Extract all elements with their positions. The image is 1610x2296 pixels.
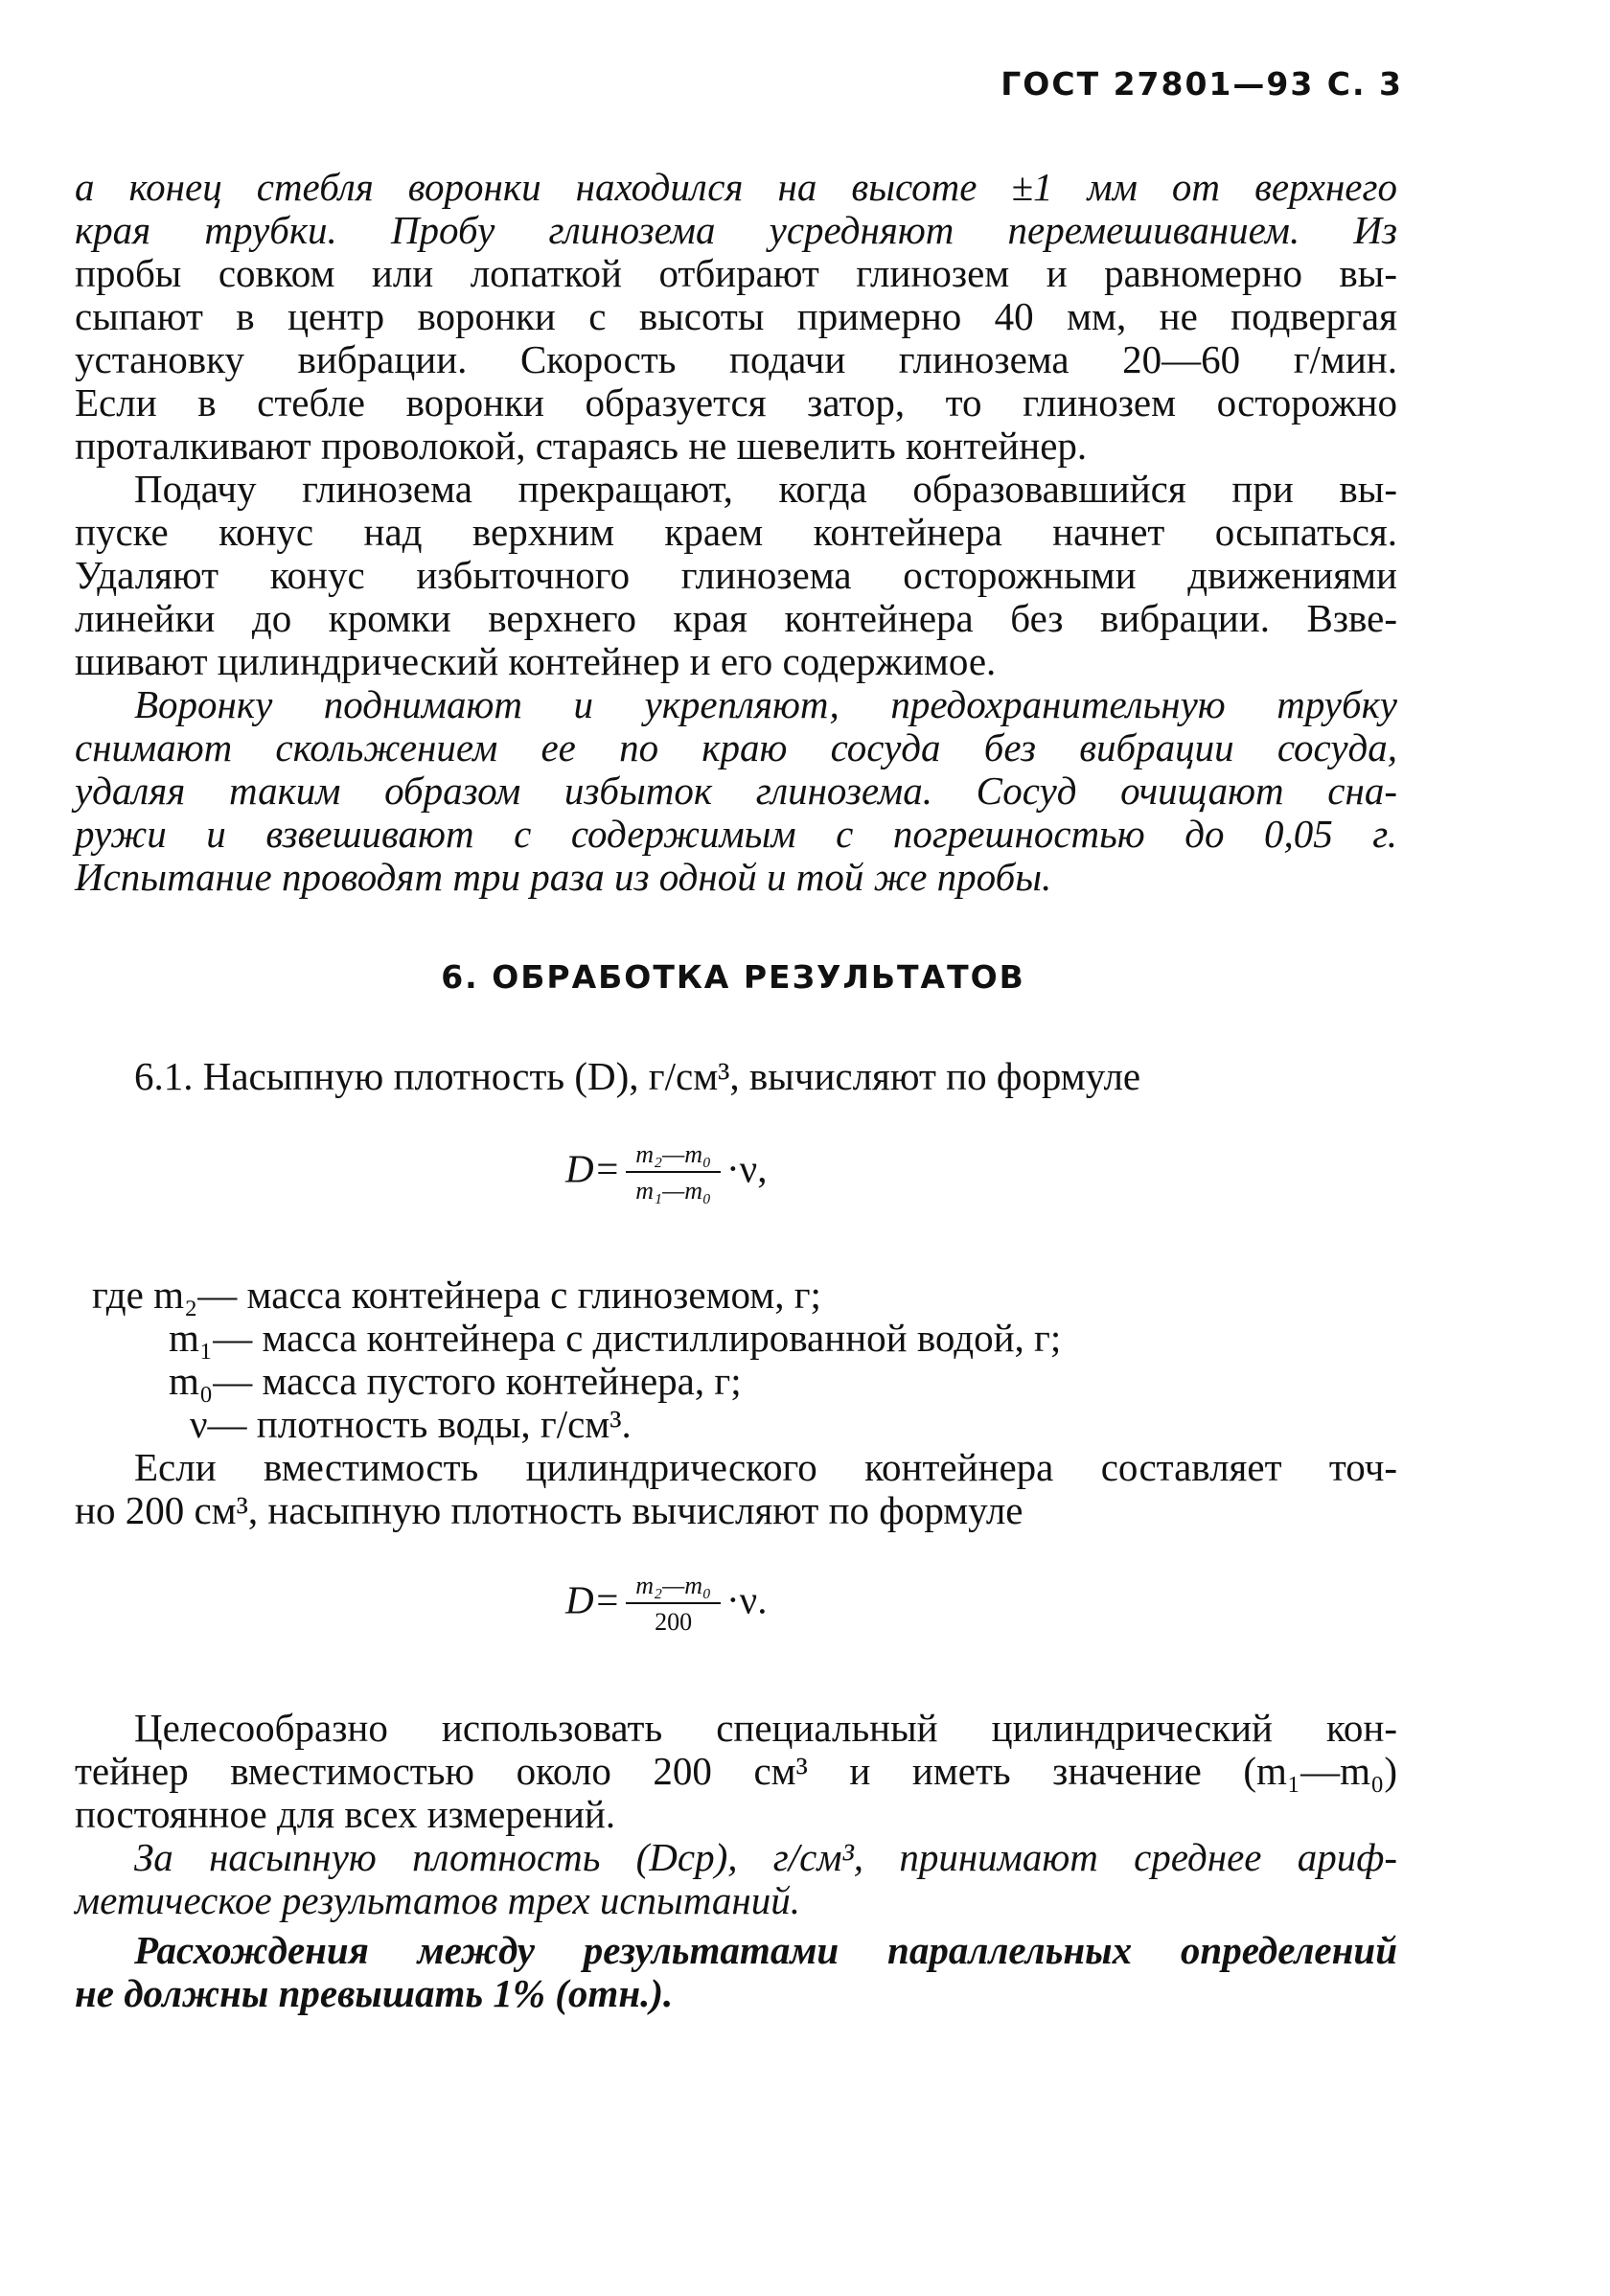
formula-fraction (626, 1140, 721, 1205)
text-line: шивают цилиндрический контейнер и его содержимое. (75, 639, 997, 683)
formula-lhs: D= (565, 1577, 621, 1622)
text-line: Расхождения между результатами параллельных определений (134, 1928, 1397, 1972)
definition-symbol: ν (190, 1402, 208, 1446)
text-line: Целесообразно использовать специальный цилиндрический кон- (134, 1706, 1397, 1750)
clause-6-1: 6.1. Насыпную плотность (D), г/см³, вычисляют по формуле (134, 1054, 1141, 1098)
formula-fraction (626, 1572, 721, 1637)
text-line: Если вместимость цилиндрического контейнера составляет точ- (134, 1445, 1397, 1489)
text-line: установку вибрации. Скорость подачи глинозема 20—60 г/мин. (75, 337, 1397, 381)
definition-symbol: где m₂ (92, 1273, 198, 1317)
definition-text: — масса пустого контейнера, г; (213, 1359, 742, 1403)
text-line: удаляя таким образом избыток глинозема. Сосуд очищают сна- (75, 769, 1397, 813)
text-line: постоянное для всех измерений. (75, 1792, 616, 1836)
text-line: метическое результатов трех испытаний. (75, 1878, 801, 1922)
text-line: За насыпную плотность (Dср), г/см³, принимают среднее ариф- (134, 1835, 1397, 1879)
formula-denominator: m₁—m₀ (635, 1177, 712, 1205)
page-header: ГОСТ 27801—93 С. 3 (1000, 65, 1403, 103)
definition-row (190, 1402, 632, 1446)
text-line: сыпают в центр воронки с высоты примерно 40 мм, не подвергая (75, 294, 1397, 338)
definition-text: — масса контейнера с глиноземом, г; (197, 1273, 821, 1317)
text-line: пробы совком или лопаткой отбирают глинозем и равномерно вы- (75, 251, 1397, 295)
text-line: тейнер вместимостью около 200 см³ и иметь значение (m₁—m₀) (75, 1749, 1397, 1793)
formula-numerator: m₂—m₀ (626, 1572, 721, 1604)
formula-lhs: D= (565, 1146, 621, 1191)
text-line: Если в стебле воронки образуется затор, то глинозем осторожно (75, 380, 1397, 425)
text-line: ружи и взвешивают с содержимым с погрешностью до 0,05 г. (75, 812, 1397, 856)
formula-density (565, 1140, 767, 1205)
formula-rhs: ·ν. (726, 1577, 768, 1622)
text-line: Подачу глинозема прекращают, когда образовавшийся при вы- (134, 467, 1397, 511)
definition-text: — масса контейнера с дистиллированной водой, г; (213, 1316, 1062, 1360)
text-line: пуске конус над верхним краем контейнера начнет осыпаться. (75, 510, 1397, 554)
text-line: проталкивают проволокой, стараясь не шевелить контейнер. (75, 424, 1088, 468)
text-line: линейки до кромки верхнего края контейнера без вибрации. Взве- (75, 596, 1397, 640)
text-line: Испытание проводят три раза из одной и той же пробы. (75, 855, 1052, 899)
definition-symbol: m₀ (169, 1359, 214, 1403)
formula-numerator: m₂—m₀ (626, 1140, 721, 1173)
text-line: а конец стебля воронки находился на высоте ±1 мм от верхнего (75, 165, 1397, 209)
section-title: 6. ОБРАБОТКА РЕЗУЛЬТАТОВ (441, 958, 1025, 996)
text-line: снимают скольжением ее по краю сосуда без вибрации сосуда, (75, 725, 1397, 769)
text-line: не должны превышать 1% (отн.). (75, 1971, 674, 2015)
text-line: Удаляют конус избыточного глинозема осторожными движениями (75, 553, 1397, 597)
formula-density-200 (565, 1572, 767, 1637)
formula-rhs: ·ν, (726, 1146, 768, 1191)
text-line: Воронку поднимают и укрепляют, предохранительную трубку (134, 682, 1397, 726)
definition-row (169, 1359, 742, 1403)
definition-text: — плотность воды, г/см³. (207, 1402, 632, 1446)
definition-row (169, 1316, 1061, 1360)
text-line: но 200 см³, насыпную плотность вычисляют по формуле (75, 1488, 1024, 1532)
text-line: края трубки. Пробу глинозема усредняют перемешиванием. Из (75, 208, 1397, 252)
formula-denominator: 200 (655, 1608, 693, 1636)
definition-symbol: m₁ (169, 1316, 214, 1360)
definition-row (92, 1273, 821, 1317)
